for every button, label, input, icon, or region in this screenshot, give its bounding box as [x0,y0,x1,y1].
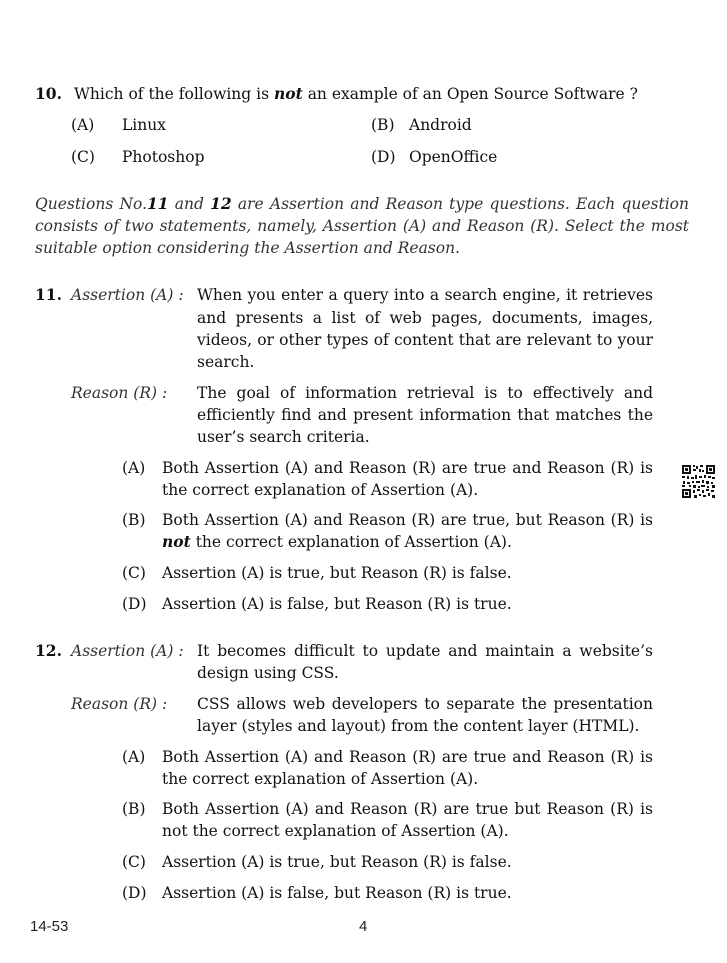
question-10-text [74,83,674,105]
instructions-q12: 12 [210,194,232,213]
question-10-text-a: Which of the following is [74,85,274,103]
q11-option-d-text: Assertion (A) is false, but Reason (R) is true. [162,595,512,613]
q10-option-b-label: (B) [371,116,395,134]
q11-option-a-line-1: Both Assertion (A) and Reason (R) are true and Reason (R) is [162,459,653,477]
q10-option-a-text: Linux [122,116,166,134]
q10-option-c-text: Photoshop [122,148,205,166]
q11-assertion-line-1: When you enter a query into a search engine, it retrieves [197,286,653,304]
q12-option-d-text: Assertion (A) is false, but Reason (R) is true. [162,884,512,902]
q12-reason-line-1: CSS allows web developers to separate the presentation [197,695,653,713]
q11-option-b-line-2 [162,531,653,553]
q10-option-d-label: (D) [371,148,396,166]
q11-option-b-line-2-text: the correct explanation of Assertion (A). [190,533,512,551]
q11-assertion-label: Assertion (A) : [71,286,184,304]
q12-option-b-line-2: not the correct explanation of Assertion (A). [162,822,509,840]
instructions-line-2: consists of two statements, namely, Assertion (A) and Reason (R). Select the most [35,217,689,235]
q10-option-b-text: Android [409,116,472,134]
q11-option-a-line-2: the correct explanation of Assertion (A). [162,481,479,499]
q12-option-d-label: (D) [122,884,147,902]
q12-option-c-label: (C) [122,853,146,871]
q11-option-d-label: (D) [122,595,147,613]
q12-reason-line-2: layer (styles and layout) from the content layer (HTML). [197,717,640,735]
q12-assertion-line-2: design using CSS. [197,664,339,682]
question-10-number: 10. [35,84,62,103]
instructions-text-a: Questions No. [35,195,148,213]
q11-reason-line-3: user’s search criteria. [197,428,370,446]
q10-option-a-label: (A) [71,116,95,134]
question-12-number: 12. [35,641,62,660]
question-10-emphasis: not [273,84,303,103]
page-number: 4 [359,918,368,935]
q12-option-b-line-1: Both Assertion (A) and Reason (R) are true but Reason (R) is [162,800,653,818]
qr-code-icon [681,464,716,499]
instructions-q11: 11 [147,194,169,213]
instructions-text-c: and [168,195,211,213]
q11-reason-label: Reason (R) : [71,384,168,402]
question-10-text-b: an example of an Open Source Software ? [302,85,638,103]
instructions-line-1 [35,193,689,215]
instructions-text-e: are Assertion and Reason type questions. Each question [231,195,689,213]
q12-reason-label: Reason (R) : [71,695,168,713]
q11-assertion-line-4: search. [197,353,255,371]
q11-option-b-label: (B) [122,511,146,529]
q12-option-a-label: (A) [122,748,146,766]
instructions-line-3: suitable option considering the Assertion and Reason. [35,239,461,257]
q11-assertion-line-3: videos, or other types of content that are relevant to your [197,331,653,349]
q11-option-b-line-1: Both Assertion (A) and Reason (R) are true, but Reason (R) is [162,511,653,529]
q11-option-b-emphasis: not [162,532,191,551]
q12-assertion-label: Assertion (A) : [71,642,184,660]
q11-option-a-label: (A) [122,459,146,477]
paper-code: 14-53 [30,918,69,935]
q12-option-a-line-2: the correct explanation of Assertion (A). [162,770,479,788]
q12-option-c-text: Assertion (A) is true, but Reason (R) is false. [162,853,512,871]
q11-option-c-text: Assertion (A) is true, but Reason (R) is false. [162,564,512,582]
q12-option-b-label: (B) [122,800,146,818]
q12-assertion-line-1: It becomes difficult to update and maintain a website’s [197,642,653,660]
q11-option-c-label: (C) [122,564,146,582]
q12-option-a-line-1: Both Assertion (A) and Reason (R) are true and Reason (R) is [162,748,653,766]
q11-assertion-line-2: and presents a list of web pages, documents, images, [197,309,653,327]
q10-option-c-label: (C) [71,148,95,166]
q10-option-d-text: OpenOffice [409,148,498,166]
question-11-number: 11. [35,285,62,304]
q11-reason-line-1: The goal of information retrieval is to effectively and [197,384,653,402]
q11-reason-line-2: efficiently find and present information that matches the [197,406,653,424]
